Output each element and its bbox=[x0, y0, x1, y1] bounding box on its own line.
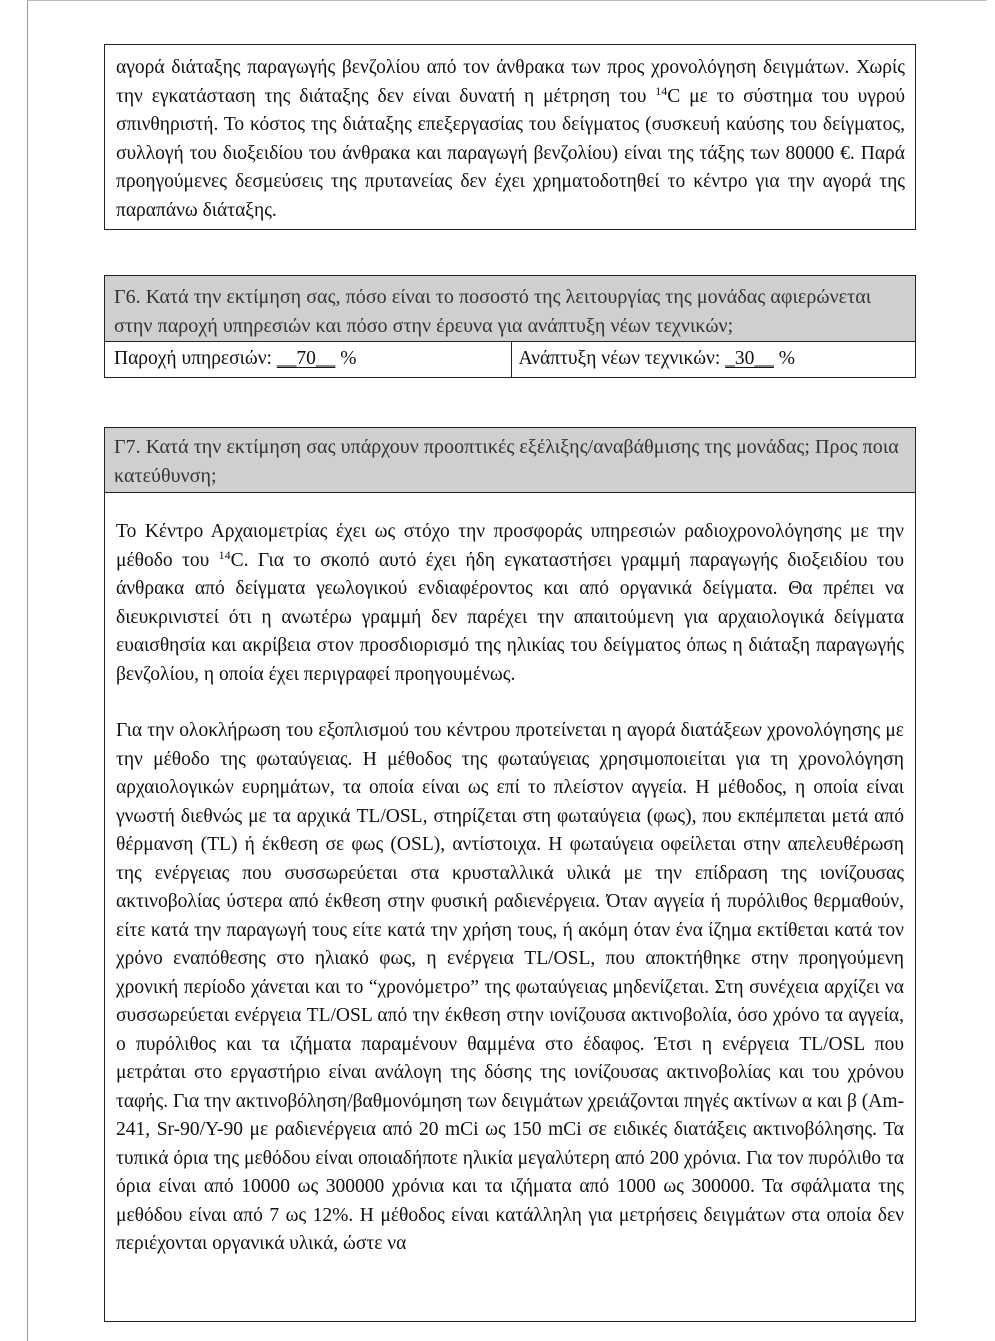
development-percentage-field[interactable]: _30__ bbox=[725, 348, 774, 369]
question-g6-header bbox=[105, 276, 915, 342]
development-answer-cell bbox=[511, 342, 916, 377]
intro-box bbox=[104, 44, 916, 230]
intro-paragraph: αγορά διάταξης παραγωγής βενζολίου από τον άνθρακα των προς χρονολόγηση δειγμάτων. Χωρίς την εγκατάσταση της διάταξης δεν είναι δυνατή η μέτρηση του $^{14}$C με το σύστημα του υγρού σπινθηριστή. Το κόστος της διάταξης επεξεργασίας του δείγματος (συσκευή καύσης του δείγματος, συλλογή του διοξειδίου του άνθρακα και παραγωγή βενζολίου) είναι της τάξης των 80000 €. Παρά προηγούμενες δεσμεύσεις της πρυτανείας δεν έχει χρηματοδοτηθεί το κέντρο για την αγορά της παραπάνω διάταξης. bbox=[116, 57, 905, 221]
question-g6-answers bbox=[105, 342, 915, 377]
isotope-superscript: 14 bbox=[218, 547, 231, 562]
services-percentage-field[interactable]: __70__ bbox=[276, 348, 336, 369]
answer-paragraph-1: Το Κέντρο Αρχαιομετρίας έχει ως στόχο την προσφοράς υπηρεσιών ραδιοχρονολόγησης με την μέθοδο του $^{14}$C. Για το σκοπό αυτό έχει ήδη εγκαταστήσει γραμμή παραγωγής διοξειδίου του άνθρακα από δείγματα γεωλογικού ενδιαφέροντος και από οργανικά δείγματα. Θα πρέπει να διευκρινιστεί ότι η ανωτέρω γραμμή δεν παρέχει την απαιτούμενη για αρχαιολογικά δείγματα ευαισθησία και ακρίβεια στον προσδιορισμό της ηλικίας του δείγματος όπως η διάταξη παραγωγής βενζολίου, η οποία έχει περιγραφεί προηγουμένως. bbox=[116, 521, 904, 685]
question-g7-text: Γ7. Κατά την εκτίμηση σας υπάρχουν προοπτικές εξέλιξης/αναβάθμισης της μονάδας; Προς ποια κατεύθυνση; bbox=[114, 436, 899, 487]
development-label: Ανάπτυξη νέων τεχνικών: bbox=[518, 348, 721, 369]
services-unit: % bbox=[340, 348, 357, 369]
scan-edge-top bbox=[27, 0, 987, 1]
isotope-superscript: 14 bbox=[655, 83, 668, 98]
scan-edge-left bbox=[27, 0, 28, 1341]
services-label: Παροχή υπηρεσιών: bbox=[114, 348, 272, 369]
question-g7-box bbox=[104, 427, 916, 1322]
question-g6-text: Γ6. Κατά την εκτίμηση σας, πόσο είναι το ποσοστό της λειτουργίας της μονάδας αφιερώνεται στην παροχή υπηρεσιών και πόσο στην έρευνα για ανάπτυξη νέων τεχνικών; bbox=[114, 286, 872, 337]
question-g6-box bbox=[104, 275, 916, 378]
question-g7-answer[interactable] bbox=[105, 493, 915, 1259]
services-answer-cell bbox=[105, 342, 511, 377]
question-g7-header bbox=[105, 428, 915, 493]
development-unit: % bbox=[778, 348, 796, 369]
answer-paragraph-2: Για την ολοκλήρωση του εξοπλισμού του κέντρου προτείνεται η αγορά διατάξεων χρονολόγησης με την μέθοδο της φωταύγειας. Η μέθοδος της φωταύγειας χρησιμοποιείται για τη χρονολόγηση αρχαιολογικών ευρημάτων, τα οποία είναι ως επί το πλείστον αγγεία. Η μέθοδος, η οποία είναι γνωστή διεθνώς με τα αρχικά TL/OSL, στηρίζεται στη φωταύγεια (φως), που εκπέμπεται μετά από θέρμανση (TL) ή έκθεση σε φως (OSL), αντίστοιχα. Η φωταύγεια οφείλεται στην απελευθέρωση της ενέργειας που συσσωρεύεται στα κρυσταλλικά υλικά με την επίδραση της ιονίζουσας ακτινοβολίας ύστερα από έκθεση στην φυσική ραδιενέργεια. Όταν αγγεία ή πυρόλιθος θερμαθούν, είτε κατά την παραγωγή τους είτε κατά την χρήση τους, ή ακόμη όταν ένα ίζημα εκτίθεται κατά τον χρόνο εναπόθεσης στο ηλιακό φως, η ενέργεια TL/OSL, που αποκτήθηκε στην προηγούμενη χρονική περίοδο χάνεται και το “χρονόμετρο” της φωταύγειας μηδενίζεται. Στη συνέχεια αρχίζει να συσσωρεύεται ενέργεια TL/OSL από την έκθεση στην ιονίζουσα ακτινοβολία, όσο χρόνο τα αγγεία, ο πυρόλιθος και τα ιζήματα παραμένουν θαμμένα στο έδαφος. Έτσι η ενέργεια TL/OSL που μετράται στο εργαστήριο είναι ανάλογη της δόσης της ιονίζουσας ακτινοβολίας και του χρόνου ταφής. Για την ακτινοβόληση/βαθμονόμηση των δειγμάτων χρειάζονται πηγές ακτίνων α και β (Am-241, Sr-90/Y-90 με ραδιενέργεια από 20 mCi ως 150 mCi σε ειδικές διατάξεις ακτινοβόλησης. Τα τυπικά όρια της μεθόδου είναι οποιαδήποτε ηλικία μεγαλύτερη από 200 χρόνια. Για τον πυρόλιθο τα όρια είναι από 10000 ως 300000 χρόνια και τα ιζήματα από 1000 ως 300000. Τα σφάλματα της μεθόδου είναι από 7 ως 12%. Η μέθοδος είναι κατάλληλη για μετρήσεις δειγμάτων στα οποία δεν περιέχονται οργανικά υλικά, ώστε να bbox=[116, 720, 904, 1254]
